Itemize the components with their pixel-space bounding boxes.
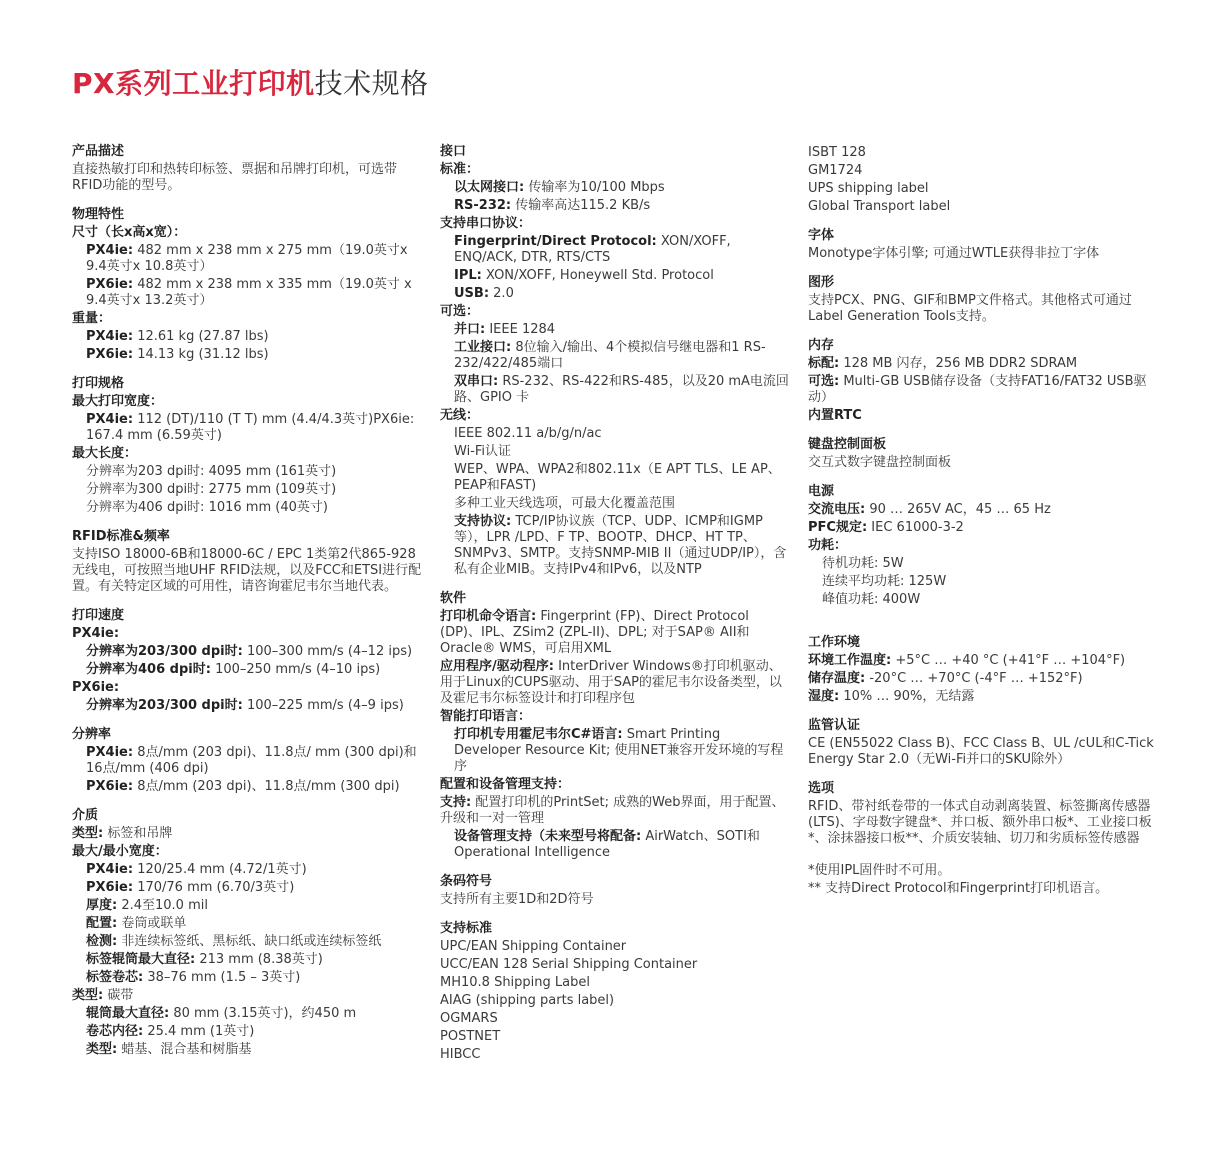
spec-value: 蜡基、混合基和树脂基 xyxy=(117,1042,252,1057)
spec-value: +5°C … +40 °C (+41°F … +104°F) xyxy=(891,653,1126,668)
spec-label: PX4ie: xyxy=(86,243,134,258)
subsection-heading: 无线： xyxy=(440,408,480,423)
spec-label: 分辨率为406 dpi时: xyxy=(86,662,211,677)
spec-label: 标签辊筒最大直径: xyxy=(86,952,196,967)
spec-value: 100–250 mm/s (4–10 ips) xyxy=(210,662,381,677)
spec-label: PFC规定: xyxy=(808,520,868,535)
spec-line xyxy=(440,659,790,707)
spec-line: Global Transport label xyxy=(808,199,951,214)
spec-value: 128 MB 闪存，256 MB DDR2 SDRAM xyxy=(839,356,1078,371)
spec-line xyxy=(808,356,1154,372)
spec-line xyxy=(808,502,1154,518)
section-heading: 监管认证 xyxy=(808,718,861,733)
spec-value: 100–300 mm/s (4–12 ips) xyxy=(242,644,413,659)
spec-label: PX6ie: xyxy=(86,779,134,794)
subsection-heading: 智能打印语言： xyxy=(440,709,532,724)
spec-line xyxy=(440,829,790,861)
spec-label: 类型: xyxy=(72,988,104,1003)
spec-label: 支持协议: xyxy=(454,514,512,529)
spec-line xyxy=(72,779,422,795)
spec-value: IEC 61000-3-2 xyxy=(867,520,964,535)
spec-line xyxy=(72,898,422,914)
spec-label: 类型: xyxy=(86,1042,118,1057)
spec-line xyxy=(72,862,422,878)
spec-line xyxy=(808,653,1154,669)
spec-value: 90 … 265V AC，45 … 65 Hz xyxy=(865,502,1051,517)
spec-value: Multi-GB USB储存设备（支持FAT16/FAT32 USB驱动） xyxy=(808,374,1147,405)
spec-value: 112 (DT)/110 (T T) mm (4.4/4.3英寸)PX6ie: 167.4 mm (6.59英寸) xyxy=(86,412,415,443)
spec-column-middle xyxy=(440,143,790,1063)
section-heading: 键盘控制面板 xyxy=(808,437,887,452)
section-heading: 图形 xyxy=(808,275,835,290)
spec-line: WEP、WPA、WPA2和802.11x（E APT TLS、LE AP、PEAP和FAST) xyxy=(454,462,781,493)
spec-line xyxy=(72,745,422,777)
spec-line: 待机功耗: 5W xyxy=(822,556,904,571)
spec-label: 湿度: xyxy=(808,689,840,704)
spec-line xyxy=(72,662,422,678)
spec-line: RFID、带衬纸卷带的一体式自动剥离装置、标签撕离传感器 (LTS)、字母数字键盘*、并口板、额外串口板*、工业接口板*、涂抹器接口板**、介质安装轴、切刀和劣质标签传感器 xyxy=(808,799,1152,846)
spec-label: USB: xyxy=(454,286,490,301)
spec-line: POSTNET xyxy=(440,1029,501,1044)
spec-value: 10% … 90%，无结露 xyxy=(839,689,975,704)
spec-value: 标签和吊牌 xyxy=(103,826,173,841)
spec-value: 25.4 mm (1英寸) xyxy=(143,1024,255,1039)
spec-label: PX4ie: xyxy=(86,745,134,760)
spec-label: 以太网接口: xyxy=(454,180,525,195)
spec-label: PX4ie: xyxy=(86,329,134,344)
spec-value: 120/25.4 mm (4.72/1英寸) xyxy=(133,862,307,877)
spec-label: PX4ie: xyxy=(86,412,134,427)
spec-line xyxy=(72,970,422,986)
spec-column-left xyxy=(72,143,422,1058)
spec-line: 分辨率为300 dpi时: 2775 mm (109英寸) xyxy=(86,482,337,497)
spec-line: UPS shipping label xyxy=(808,181,929,196)
spec-label: PX6ie: xyxy=(86,277,134,292)
spec-label: 储存温度: xyxy=(808,671,866,686)
spec-value: IEEE 1284 xyxy=(485,322,556,337)
spec-line xyxy=(440,198,790,214)
spec-line xyxy=(72,1042,422,1058)
spec-line xyxy=(72,412,422,444)
spec-value: 8点/mm (203 dpi)、11.8点/mm (300 dpi) xyxy=(133,779,400,794)
section-heading: 介质 xyxy=(72,808,99,823)
spec-line xyxy=(440,514,790,578)
spec-value: 传输率为10/100 Mbps xyxy=(524,180,665,195)
spec-value: XON/XOFF, Honeywell Std. Protocol xyxy=(481,268,714,283)
section-heading: 工作环境 xyxy=(808,635,861,650)
spec-value: 配置打印机的PrintSet; 成熟的Web界面，用于配置、升级和一对一管理 xyxy=(440,795,785,826)
subsection-heading: 重量： xyxy=(72,311,112,326)
spec-line: IEEE 802.11 a/b/g/n/ac xyxy=(454,426,602,441)
subsection-heading: 配置和设备管理支持： xyxy=(440,777,571,792)
spec-line xyxy=(440,268,790,284)
spec-label: 分辨率为203/300 dpi时: xyxy=(86,644,243,659)
page-title xyxy=(72,66,429,102)
spec-label: 配置: xyxy=(86,916,118,931)
spec-line: 直接热敏打印和热转印标签、票据和吊牌打印机，可选带RFID功能的型号。 xyxy=(72,162,398,193)
spec-line xyxy=(440,609,790,657)
spec-line xyxy=(808,671,1154,687)
subsection-heading: 最大长度： xyxy=(72,446,138,461)
spec-label: Fingerprint/Direct Protocol: xyxy=(454,234,657,249)
spec-line: 分辨率为203 dpi时: 4095 mm (161英寸) xyxy=(86,464,337,479)
subsection-heading: 可选： xyxy=(440,304,480,319)
spec-label: 交流电压: xyxy=(808,502,866,517)
spec-value: RS-232、RS-422和RS-485，以及20 mA电流回路、GPIO 卡 xyxy=(454,374,789,405)
spec-value: InterDriver Windows®打印机驱动、用于Linux的CUPS驱动、用于SAP的霍尼韦尔设备类型，以及霍尼韦尔标签设计和打印程序包 xyxy=(440,659,782,706)
spec-line: Wi-Fi认证 xyxy=(454,444,512,459)
spec-value: 8点/mm (203 dpi)、11.8点/ mm (300 dpi)和16点/mm (406 dpi) xyxy=(86,745,417,776)
spec-line xyxy=(72,880,422,896)
spec-label: 分辨率为203/300 dpi时: xyxy=(86,698,243,713)
spec-value: 碳带 xyxy=(103,988,134,1003)
spec-line xyxy=(440,234,790,266)
spec-value: 12.61 kg (27.87 lbs) xyxy=(133,329,269,344)
page-title-brand: PX系列工业打印机 xyxy=(72,67,315,100)
spec-label: IPL: xyxy=(454,268,482,283)
spec-line: Monotype字体引擎; 可通过WTLE获得非拉丁字体 xyxy=(808,246,1100,261)
page-title-suffix: 技术规格 xyxy=(314,67,429,100)
subsection-heading: 最大/最小宽度： xyxy=(72,844,168,859)
spec-line: 连续平均功耗: 125W xyxy=(822,574,947,589)
spec-line: OGMARS xyxy=(440,1011,498,1026)
spec-line xyxy=(72,934,422,950)
spec-value: 213 mm (8.38英寸) xyxy=(195,952,323,967)
spec-line xyxy=(72,1024,422,1040)
spec-line: 多种工业天线选项，可最大化覆盖范围 xyxy=(454,496,676,511)
spec-value: 非连续标签纸、黑标纸、缺口纸或连续标签纸 xyxy=(117,934,382,949)
subsection-heading: 标准： xyxy=(440,162,480,177)
spec-line xyxy=(440,727,790,775)
spec-label: 应用程序/驱动程序: xyxy=(440,659,554,674)
spec-label: PX6ie: xyxy=(86,347,134,362)
section-heading: 选项 xyxy=(808,781,835,796)
spacer xyxy=(808,608,1154,622)
spec-label: 设备管理支持（未来型号将配备: xyxy=(454,829,642,844)
section-heading: RFID标准&频率 xyxy=(72,529,170,544)
spec-label: 标配: xyxy=(808,356,840,371)
spec-line xyxy=(808,520,1154,536)
subsection-heading: 尺寸（长x高x宽）： xyxy=(72,225,187,240)
spec-line xyxy=(72,277,422,309)
spec-line: 分辨率为406 dpi时: 1016 mm (40英寸) xyxy=(86,500,328,515)
spec-line: 支持PCX、PNG、GIF和BMP文件格式。其他格式可通过Label Generation Tools支持。 xyxy=(808,293,1132,324)
spec-label: 检测: xyxy=(86,934,118,949)
spec-label: PX6ie: xyxy=(86,880,134,895)
spec-value: Fingerprint (FP)、Direct Protocol (DP)、IPL、ZSim2 (ZPL-II)、DPL; 对于SAP® AII和Oracle® WMS，可启用XML xyxy=(440,609,750,656)
spec-line: AIAG (shipping parts label) xyxy=(440,993,615,1008)
spec-line xyxy=(72,644,422,660)
spec-value: 2.0 xyxy=(489,286,514,301)
section-heading: 打印规格 xyxy=(72,376,125,391)
spec-line xyxy=(440,180,790,196)
spec-line: GM1724 xyxy=(808,163,863,178)
spec-line xyxy=(72,1006,422,1022)
spec-line: UPC/EAN Shipping Container xyxy=(440,939,627,954)
spec-value: 传输率高达115.2 KB/s xyxy=(511,198,651,213)
spec-value: 100–225 mm/s (4–9 ips) xyxy=(242,698,404,713)
subsection-heading: 支持串口协议： xyxy=(440,216,532,231)
spec-line xyxy=(440,795,790,827)
spec-label: 类型: xyxy=(72,826,104,841)
spec-line xyxy=(72,329,422,345)
spec-label: 厚度: xyxy=(86,898,118,913)
spec-label: 双串口: xyxy=(454,374,499,389)
spec-line: HIBCC xyxy=(440,1047,481,1062)
spec-label: 并口: xyxy=(454,322,486,337)
spec-value: 2.4至10.0 mil xyxy=(117,898,208,913)
spec-value: 482 mm x 238 mm x 335 mm（19.0英寸 x 9.4英寸x 13.2英寸） xyxy=(86,277,412,308)
spec-value: 38–76 mm (1.5 – 3英寸) xyxy=(143,970,301,985)
section-heading: 内存 xyxy=(808,338,835,353)
spec-line: 支持ISO 18000-6B和18000-6C / EPC 1类第2代865-928无线电，可按照当地UHF RFID法规，以及FCC和ETSI进行配置。有关特定区域的可用性，请咨询霍尼韦尔当地代表。 xyxy=(72,547,422,594)
section-heading: 电源 xyxy=(808,484,835,499)
spec-label: 环境工作温度: xyxy=(808,653,892,668)
spec-label: 标签卷芯: xyxy=(86,970,144,985)
spec-label: 卷芯内径: xyxy=(86,1024,144,1039)
subsection-heading: 内置RTC xyxy=(808,408,862,423)
section-heading: 字体 xyxy=(808,228,835,243)
section-heading: 产品描述 xyxy=(72,144,125,159)
spec-line xyxy=(808,374,1154,406)
spec-line: CE (EN55022 Class B)、FCC Class B、UL /cUL和C-Tick Energy Star 2.0（无Wi-Fi并口的SKU除外） xyxy=(808,736,1154,767)
section-heading: 打印速度 xyxy=(72,608,125,623)
section-heading: 支持标准 xyxy=(440,921,493,936)
spec-value: 80 mm (3.15英寸)，约450 m xyxy=(169,1006,357,1021)
subsection-heading: 功耗： xyxy=(808,538,848,553)
spec-line xyxy=(808,689,1154,705)
spec-column-right xyxy=(808,143,1154,897)
spec-line: ISBT 128 xyxy=(808,145,866,160)
spec-line: 峰值功耗: 400W xyxy=(822,592,921,607)
spacer xyxy=(808,847,1154,861)
section-heading: 接口 xyxy=(440,144,467,159)
spec-label: PX4ie: xyxy=(86,862,134,877)
spec-value: 170/76 mm (6.70/3英寸) xyxy=(133,880,295,895)
section-heading: 分辨率 xyxy=(72,727,112,742)
spec-line xyxy=(440,286,790,302)
spec-line xyxy=(72,243,422,275)
spec-value: TCP/IP协议族（TCP、UDP、ICMP和IGMP等），LPR /LPD、F TP、BOOTP、DHCP、HT TP、SNMPv3、SMTP。支持SNMP-MIB II（通过UDP/IP），含私有企业MIB。支持IPv4和IPv6，以及NTP xyxy=(454,514,787,577)
spec-value: Smart Printing Developer Resource Kit; 使用NET兼容开发环境的写程序 xyxy=(454,727,784,774)
spec-value: AirWatch、SOTI和Operational Intelligence xyxy=(454,829,760,860)
spec-line xyxy=(72,988,422,1004)
subsection-heading: PX4ie: xyxy=(72,626,120,641)
spec-line xyxy=(72,826,422,842)
spec-label: 可选: xyxy=(808,374,840,389)
spec-line: *使用IPL固件时不可用。 xyxy=(808,863,951,878)
spec-line: 交互式数字键盘控制面板 xyxy=(808,455,952,470)
section-heading: 物理特性 xyxy=(72,207,125,222)
spec-line xyxy=(440,322,790,338)
spec-line xyxy=(440,374,790,406)
spec-line xyxy=(440,340,790,372)
spec-value: 卷筒或联单 xyxy=(117,916,187,931)
subsection-heading: PX6ie: xyxy=(72,680,120,695)
spec-label: 打印机命令语言: xyxy=(440,609,537,624)
spec-line xyxy=(72,698,422,714)
spec-value: XON/XOFF, ENQ/ACK, DTR, RTS/CTS xyxy=(454,234,731,265)
spec-value: 8位输入/输出、4个模拟信号继电器和1 RS-232/422/485端口 xyxy=(454,340,766,371)
spec-line: UCC/EAN 128 Serial Shipping Container xyxy=(440,957,698,972)
spec-line: MH10.8 Shipping Label xyxy=(440,975,590,990)
spec-value: 14.13 kg (31.12 lbs) xyxy=(133,347,269,362)
spec-line xyxy=(72,347,422,363)
spec-line: 支持所有主要1D和2D符号 xyxy=(440,892,594,907)
spec-line: ** 支持Direct Protocol和Fingerprint打印机语言。 xyxy=(808,881,1109,896)
spec-line xyxy=(72,952,422,968)
spec-label: RS-232: xyxy=(454,198,512,213)
spec-label: 打印机专用霍尼韦尔C#语言: xyxy=(454,727,623,742)
spec-label: 辊筒最大直径: xyxy=(86,1006,170,1021)
section-heading: 条码符号 xyxy=(440,874,493,889)
spec-label: 支持: xyxy=(440,795,472,810)
spec-line xyxy=(72,916,422,932)
subsection-heading: 最大打印宽度： xyxy=(72,394,164,409)
spec-value: 482 mm x 238 mm x 275 mm（19.0英寸x 9.4英寸x 10.8英寸） xyxy=(86,243,408,274)
spec-label: 工业接口: xyxy=(454,340,512,355)
spec-value: -20°C … +70°C (-4°F … +152°F) xyxy=(865,671,1083,686)
section-heading: 软件 xyxy=(440,591,467,606)
